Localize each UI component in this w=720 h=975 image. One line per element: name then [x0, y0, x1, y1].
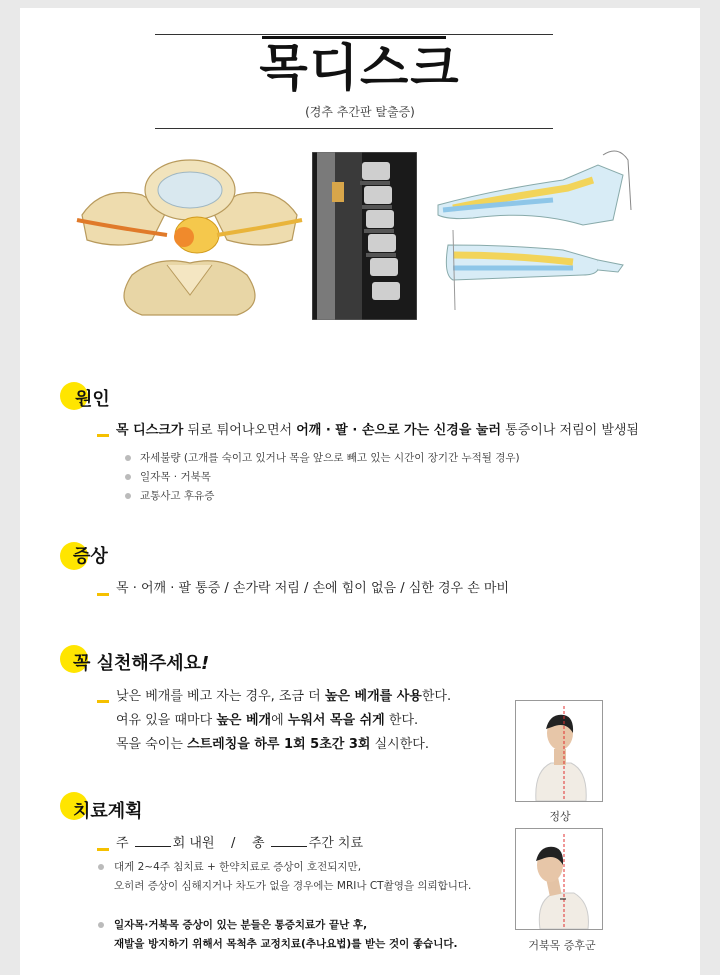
arm-nerve-pain-illustration — [433, 150, 633, 315]
treatment-note-1-line-2: 오히려 증상이 심해지거나 차도가 없을 경우에는 MRI나 CT촬영을 의뢰합니다. — [114, 880, 472, 892]
practice-line-1-bold: 높은 베개를 사용 — [324, 689, 422, 704]
treatment-dash — [97, 848, 109, 851]
practice-line-3-plain: 목을 숙이는 — [116, 737, 188, 752]
cause-main-bold-2: 어깨 · 팔 · 손으로 가는 신경을 눌러 — [296, 423, 502, 438]
practice-line-3 — [116, 736, 429, 754]
practice-heading-text: 꼭 실천해주세요 — [73, 653, 201, 674]
treatment-note-2-line-2: 재발을 방지하기 위해서 목척추 교정치료(추나요법)를 받는 것이 좋습니다. — [114, 938, 458, 950]
plan-week-label: 주 — [116, 836, 129, 851]
treatment-note-1-line-1: 대게 2~4주 침치료 + 한약치료로 증상이 호전되지만, — [114, 861, 362, 873]
cause-main-plain-1: 뒤로 튀어나오면서 — [183, 423, 297, 438]
symptom-text: 목 · 어깨 · 팔 통증 / 손가락 저림 / 손에 힘이 없음 / 심한 경우 손 마비 — [116, 581, 510, 596]
practice-line-2-bold-1: 높은 베개 — [216, 713, 272, 728]
cause-dash — [97, 434, 109, 437]
treatment-note-2-line-1: 일자목·거북목 증상이 있는 분들은 통증치료가 끝난 후, — [114, 919, 368, 931]
treatment-plan — [116, 834, 363, 853]
bullet-dot — [98, 864, 104, 870]
cause-heading: 원인 — [75, 389, 110, 410]
practice-line-2 — [116, 712, 418, 730]
cause-item: 자세불량 (고개를 숙이고 있거나 목을 앞으로 빼고 있는 시간이 장기간 누적될 경우) — [140, 452, 520, 464]
bullet-dot — [125, 455, 131, 461]
symptom-dash — [97, 593, 109, 596]
practice-heading — [73, 652, 209, 676]
cause-item: 교통사고 후유증 — [140, 490, 215, 502]
visits-per-week-blank[interactable] — [135, 834, 171, 847]
normal-posture-image — [515, 700, 603, 802]
turtle-neck-image — [515, 828, 603, 930]
page-subtitle: (경추 추간판 탈출증) — [305, 105, 415, 119]
turtle-neck-caption: 거북목 증후군 — [528, 939, 596, 952]
practice-line-2-plain: 여유 있을 때마다 — [116, 713, 217, 728]
practice-line-3-end: 실시한다. — [370, 737, 429, 752]
bullet-dot — [125, 474, 131, 480]
practice-line-2-end: 한다. — [384, 713, 419, 728]
practice-line-1-plain: 낮은 베개를 베고 자는 경우, 조금 더 — [116, 689, 325, 704]
practice-heading-mark: ! — [200, 653, 210, 674]
plan-weeks-label: 주간 치료 — [308, 836, 364, 851]
normal-posture-caption: 정상 — [549, 810, 571, 823]
practice-line-3-bold: 스트레칭을 하루 1회 5초간 3회 — [187, 737, 371, 752]
vertebra-illustration — [72, 155, 307, 320]
bullet-dot — [125, 493, 131, 499]
symptom-heading: 증상 — [73, 546, 108, 567]
total-weeks-blank[interactable] — [271, 834, 307, 847]
bullet-dot — [98, 922, 104, 928]
cause-main-bold-1: 목 디스크가 — [116, 423, 184, 438]
spine-mri-image — [312, 152, 417, 320]
page-title: 목디스크 — [259, 39, 461, 97]
plan-separator: / — [231, 836, 236, 851]
plan-total-label: 총 — [251, 836, 265, 851]
cause-item: 일자목 · 거북목 — [140, 471, 211, 483]
treatment-heading: 치료계획 — [73, 801, 143, 822]
top-rule — [155, 34, 553, 35]
practice-line-2-plain-2: 에 — [271, 713, 288, 728]
practice-line-1 — [116, 688, 451, 706]
practice-dash — [97, 700, 109, 703]
bottom-rule — [155, 128, 553, 129]
practice-line-2-bold-2: 누워서 목을 쉬게 — [287, 713, 385, 728]
plan-visits-label: 회 내원 — [172, 836, 215, 851]
cause-main-plain-2: 통증이나 저림이 발생됨 — [501, 423, 639, 438]
practice-line-1-end: 한다. — [421, 689, 452, 704]
cause-main-text — [116, 422, 639, 440]
